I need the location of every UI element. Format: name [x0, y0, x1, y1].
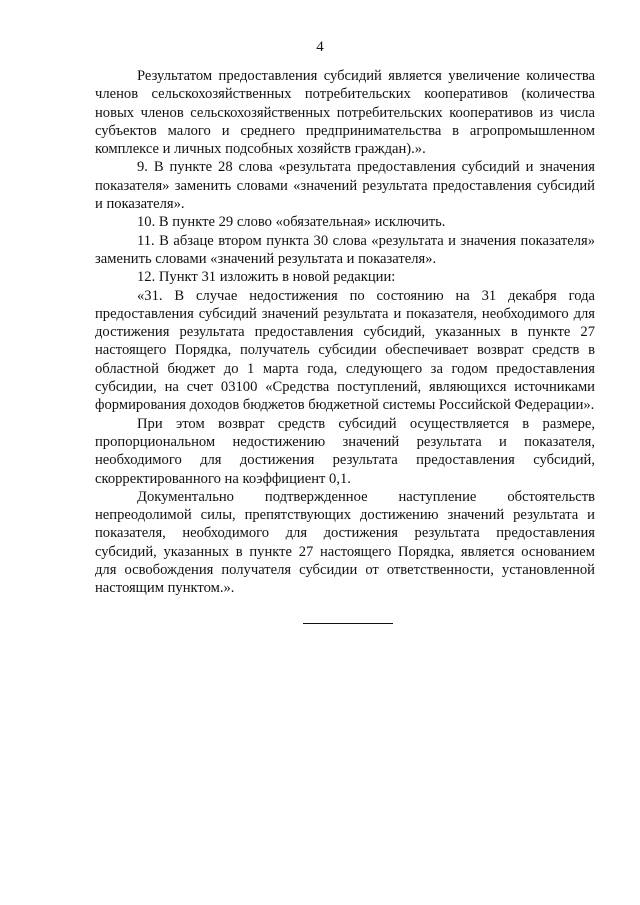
- paragraph-item-12: 12. Пункт 31 изложить в новой редакции:: [137, 269, 396, 286]
- paragraph-item-9: 9. В пункте 28 слова «результата предоставления субсидий и значения показателя» заменить словами «значений результата предоставления субсидий и показателя».: [95, 159, 595, 213]
- paragraph-clause-31: «31. В случае недостижения по состоянию на 31 декабря года предоставления субсидий значений результата и показателя, необходимого для достижения результата предоставления субсидий, указанных в пункте 27 настоящего Порядка, получатель субсидии обеспечивает возврат средств в областной бюджет до 1 марта года, следующего за годом предоставления субсидии, на счет 03100 «Средства поступлений, являющихся источниками формирования доходов бюджетов бюджетной системы Российской Федерации».: [95, 287, 595, 414]
- paragraph-subsidy-result: Результатом предоставления субсидий является увеличение количества членов сельскохозяйственных потребительских кооперативов (количества новых членов сельскохозяйственных потребительских кооперативов из числа субъектов малого и среднего предпринимательства в агропромышленном комплексе и личных подсобных хозяйств граждан).».: [95, 68, 595, 158]
- paragraph-refund-amount: При этом возврат средств субсидий осуществляется в размере, пропорциональном недостижению значений результата и показателя, необходимого для достижения результата предоставления субсидий, скорректированного на коэффициент 0,1.: [95, 415, 595, 487]
- page-number: 4: [316, 39, 324, 55]
- document-body: [95, 67, 595, 598]
- paragraph-force-majeure: Документально подтвержденное наступление обстоятельств непреодолимой силы, препятствующих достижению значений результата и показателя, необходимого для достижения результата предоставления субсидий, указанных в пункте 27 настоящего Порядка, является основанием для освобождения получателя субсидии от ответственности, установленной настоящим пунктом.».: [95, 488, 595, 597]
- closing-divider: [303, 623, 393, 624]
- paragraph-item-11: 11. В абзаце втором пункта 30 слова «результата и значения показателя» заменить словами «значений результата и показателя».: [95, 232, 595, 267]
- paragraph-item-10: 10. В пункте 29 слово «обязательная» исключить.: [137, 214, 446, 231]
